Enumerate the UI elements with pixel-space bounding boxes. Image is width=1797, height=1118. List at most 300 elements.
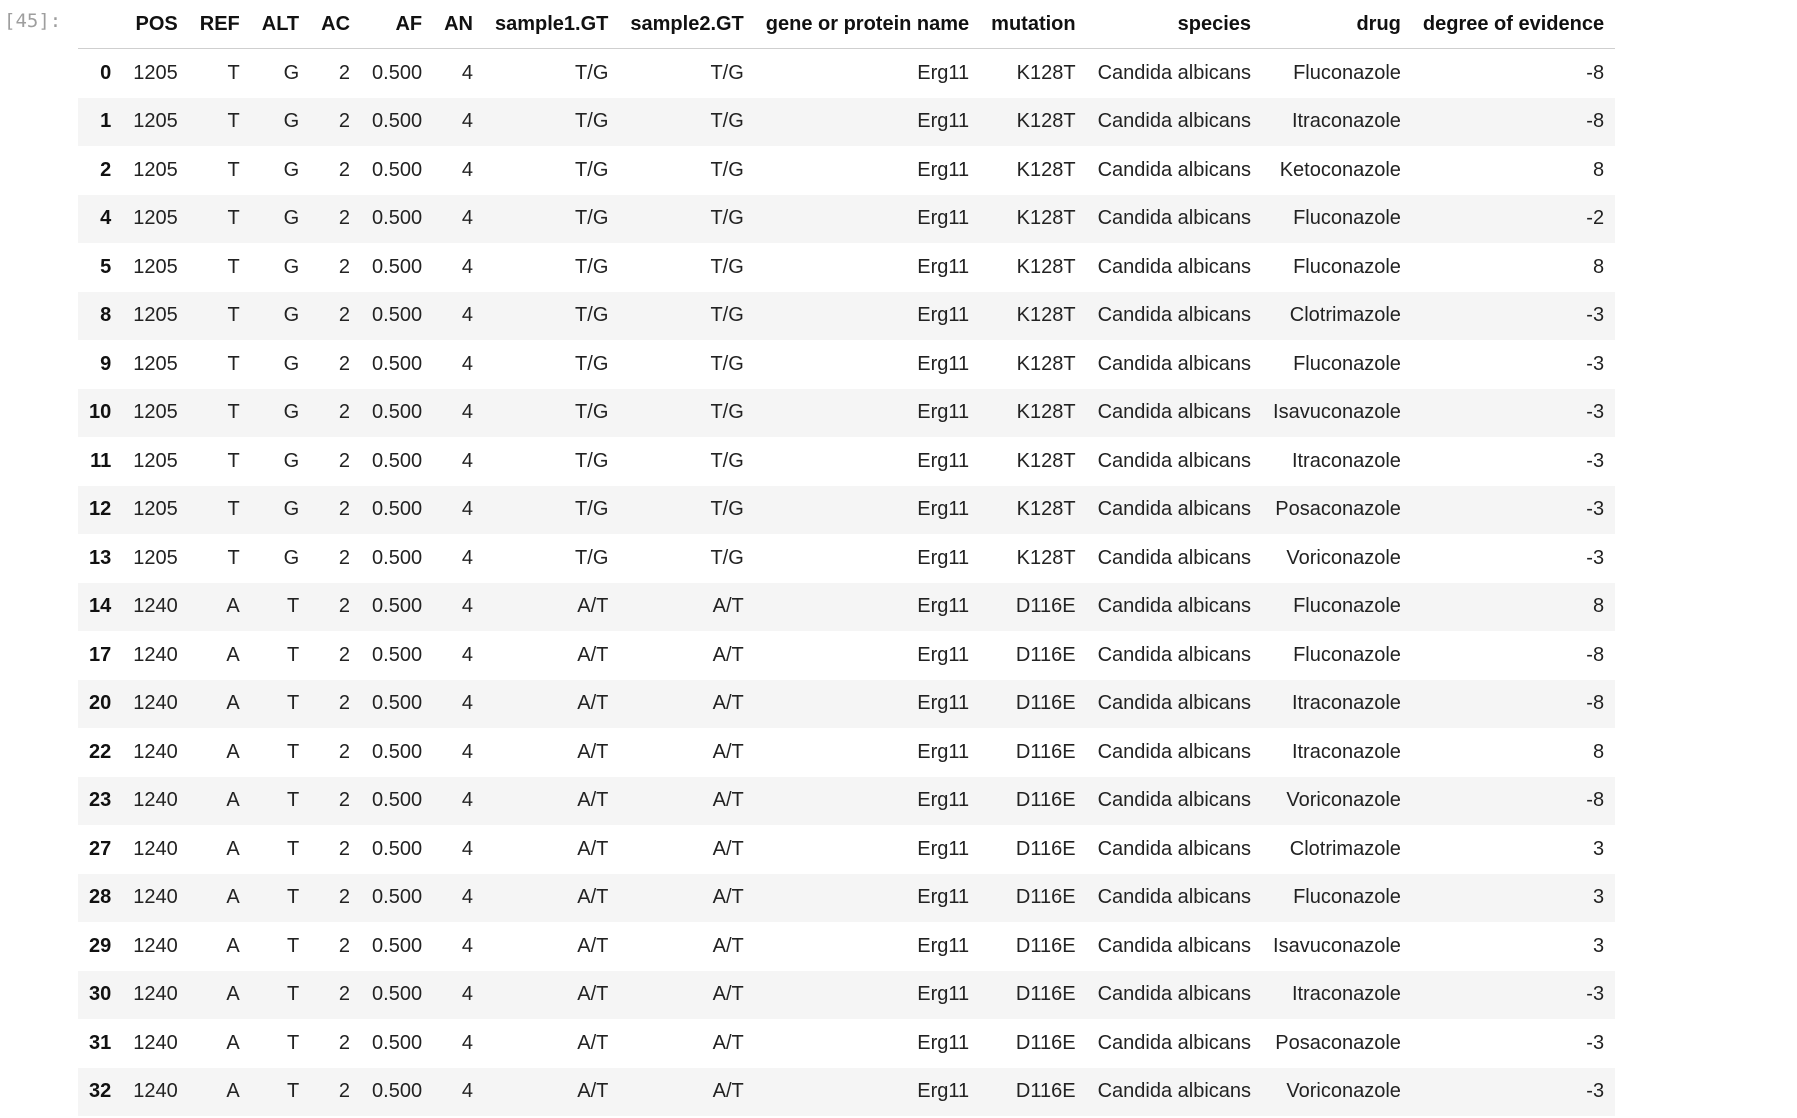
cell-an: 4 bbox=[461, 449, 473, 472]
cell-an: 4 bbox=[461, 1031, 473, 1054]
table-row bbox=[78, 49, 1615, 98]
cell-an: 4 bbox=[461, 740, 473, 763]
cell-af: 0.500 bbox=[372, 1080, 423, 1103]
cell-sample2-gt: T/G bbox=[710, 207, 744, 230]
column-header-species: species bbox=[1087, 0, 1262, 49]
row-index: 2 bbox=[100, 158, 112, 181]
cell-species: Candida albicans bbox=[1097, 498, 1252, 521]
cell-ac: 2 bbox=[338, 983, 351, 1006]
table-row bbox=[78, 1019, 1615, 1068]
cell-gene-or-protein-name: Erg11 bbox=[917, 886, 970, 909]
cell-gene-or-protein-name: Erg11 bbox=[917, 934, 970, 957]
cell-af: 0.500 bbox=[372, 546, 423, 569]
cell-sample2-gt: A/T bbox=[712, 837, 744, 860]
column-header-sample2-gt: sample2.GT bbox=[619, 0, 754, 49]
cell-drug: Itraconazole bbox=[1291, 983, 1401, 1006]
cell-mutation: K128T bbox=[1016, 255, 1076, 278]
cell-ref: T bbox=[227, 401, 240, 424]
cell-degree-of-evidence: -8 bbox=[1586, 692, 1605, 715]
cell-pos: 1240 bbox=[133, 837, 178, 860]
cell-sample1-gt: T/G bbox=[575, 401, 609, 424]
row-index: 8 bbox=[100, 304, 112, 327]
cell-gene-or-protein-name: Erg11 bbox=[917, 352, 970, 375]
row-index: 17 bbox=[89, 643, 112, 666]
cell-sample2-gt: T/G bbox=[710, 158, 744, 181]
cell-pos: 1240 bbox=[133, 886, 178, 909]
cell-ac: 2 bbox=[338, 934, 351, 957]
cell-mutation: K128T bbox=[1016, 498, 1076, 521]
cell-ref: T bbox=[227, 449, 240, 472]
cell-execution-prompt: [45]: bbox=[4, 10, 62, 32]
cell-ac: 2 bbox=[338, 207, 351, 230]
cell-sample1-gt: T/G bbox=[575, 61, 609, 84]
cell-alt: G bbox=[283, 498, 300, 521]
cell-species: Candida albicans bbox=[1097, 207, 1252, 230]
cell-degree-of-evidence: 3 bbox=[1592, 934, 1605, 957]
cell-mutation: K128T bbox=[1016, 546, 1076, 569]
cell-pos: 1240 bbox=[133, 934, 178, 957]
cell-pos: 1205 bbox=[133, 304, 178, 327]
cell-pos: 1240 bbox=[133, 692, 178, 715]
column-header-ac: AC bbox=[310, 0, 361, 49]
row-index: 5 bbox=[100, 255, 112, 278]
cell-alt: G bbox=[283, 401, 300, 424]
cell-sample1-gt: T/G bbox=[575, 158, 609, 181]
cell-ac: 2 bbox=[338, 740, 351, 763]
cell-sample2-gt: A/T bbox=[712, 595, 744, 618]
cell-ac: 2 bbox=[338, 61, 351, 84]
cell-alt: T bbox=[286, 1031, 300, 1054]
cell-sample1-gt: A/T bbox=[577, 983, 609, 1006]
column-header-degree-of-evidence: degree of evidence bbox=[1412, 0, 1615, 49]
cell-mutation: D116E bbox=[1015, 595, 1076, 618]
cell-sample1-gt: T/G bbox=[575, 304, 609, 327]
table-row bbox=[78, 583, 1615, 632]
cell-ac: 2 bbox=[338, 837, 351, 860]
cell-degree-of-evidence: 3 bbox=[1592, 886, 1605, 909]
cell-an: 4 bbox=[461, 401, 473, 424]
table-row bbox=[78, 98, 1615, 147]
cell-species: Candida albicans bbox=[1097, 740, 1252, 763]
cell-ac: 2 bbox=[338, 886, 351, 909]
cell-pos: 1240 bbox=[133, 983, 178, 1006]
cell-species: Candida albicans bbox=[1097, 692, 1252, 715]
cell-pos: 1205 bbox=[133, 449, 178, 472]
cell-gene-or-protein-name: Erg11 bbox=[917, 304, 970, 327]
cell-an: 4 bbox=[461, 352, 473, 375]
cell-af: 0.500 bbox=[372, 692, 423, 715]
cell-an: 4 bbox=[461, 61, 473, 84]
cell-species: Candida albicans bbox=[1097, 158, 1252, 181]
cell-degree-of-evidence: -8 bbox=[1586, 643, 1605, 666]
table-row bbox=[78, 486, 1615, 535]
cell-species: Candida albicans bbox=[1097, 837, 1252, 860]
cell-pos: 1205 bbox=[133, 61, 178, 84]
cell-species: Candida albicans bbox=[1097, 401, 1252, 424]
row-index: 12 bbox=[89, 498, 112, 521]
cell-ref: T bbox=[227, 255, 240, 278]
cell-mutation: D116E bbox=[1015, 1031, 1076, 1054]
cell-an: 4 bbox=[461, 158, 473, 181]
cell-alt: T bbox=[286, 886, 300, 909]
cell-species: Candida albicans bbox=[1097, 1031, 1252, 1054]
table-row bbox=[78, 1068, 1615, 1117]
cell-degree-of-evidence: -8 bbox=[1586, 789, 1605, 812]
cell-pos: 1205 bbox=[133, 352, 178, 375]
cell-gene-or-protein-name: Erg11 bbox=[917, 1080, 970, 1103]
cell-gene-or-protein-name: Erg11 bbox=[917, 643, 970, 666]
row-index: 31 bbox=[89, 1031, 112, 1054]
cell-drug: Itraconazole bbox=[1291, 449, 1401, 472]
cell-sample2-gt: T/G bbox=[710, 352, 744, 375]
table-row bbox=[78, 971, 1615, 1020]
cell-ref: T bbox=[227, 546, 240, 569]
cell-ref: A bbox=[226, 1031, 240, 1054]
cell-pos: 1205 bbox=[133, 498, 178, 521]
cell-sample1-gt: A/T bbox=[577, 1031, 609, 1054]
cell-mutation: K128T bbox=[1016, 401, 1076, 424]
cell-species: Candida albicans bbox=[1097, 449, 1252, 472]
row-index: 30 bbox=[89, 983, 112, 1006]
cell-pos: 1205 bbox=[133, 255, 178, 278]
cell-ref: T bbox=[227, 110, 240, 133]
table-body bbox=[78, 49, 1615, 1117]
row-index: 29 bbox=[89, 934, 112, 957]
cell-degree-of-evidence: -8 bbox=[1586, 110, 1605, 133]
cell-degree-of-evidence: -8 bbox=[1586, 61, 1605, 84]
cell-gene-or-protein-name: Erg11 bbox=[917, 401, 970, 424]
cell-ref: A bbox=[226, 837, 240, 860]
cell-af: 0.500 bbox=[372, 158, 423, 181]
cell-sample1-gt: A/T bbox=[577, 1080, 609, 1103]
cell-species: Candida albicans bbox=[1097, 1080, 1252, 1103]
cell-alt: G bbox=[283, 61, 300, 84]
cell-mutation: K128T bbox=[1016, 207, 1076, 230]
cell-sample1-gt: T/G bbox=[575, 207, 609, 230]
cell-sample2-gt: A/T bbox=[712, 789, 744, 812]
cell-pos: 1205 bbox=[133, 158, 178, 181]
cell-mutation: D116E bbox=[1015, 1080, 1076, 1103]
cell-gene-or-protein-name: Erg11 bbox=[917, 61, 970, 84]
cell-an: 4 bbox=[461, 692, 473, 715]
cell-alt: G bbox=[283, 304, 300, 327]
cell-degree-of-evidence: -2 bbox=[1586, 207, 1605, 230]
cell-ac: 2 bbox=[338, 352, 351, 375]
cell-alt: G bbox=[283, 546, 300, 569]
cell-gene-or-protein-name: Erg11 bbox=[917, 207, 970, 230]
cell-sample2-gt: A/T bbox=[712, 983, 744, 1006]
cell-mutation: K128T bbox=[1016, 110, 1076, 133]
row-index: 13 bbox=[89, 546, 112, 569]
cell-an: 4 bbox=[461, 304, 473, 327]
cell-an: 4 bbox=[461, 643, 473, 666]
cell-pos: 1205 bbox=[133, 207, 178, 230]
cell-gene-or-protein-name: Erg11 bbox=[917, 983, 970, 1006]
cell-af: 0.500 bbox=[372, 643, 423, 666]
cell-alt: T bbox=[286, 934, 300, 957]
cell-sample1-gt: T/G bbox=[575, 546, 609, 569]
cell-species: Candida albicans bbox=[1097, 110, 1252, 133]
cell-ac: 2 bbox=[338, 643, 351, 666]
cell-degree-of-evidence: -3 bbox=[1586, 352, 1605, 375]
cell-degree-of-evidence: 8 bbox=[1592, 740, 1605, 763]
cell-species: Candida albicans bbox=[1097, 643, 1252, 666]
cell-gene-or-protein-name: Erg11 bbox=[917, 789, 970, 812]
cell-ref: A bbox=[226, 1080, 240, 1103]
cell-ac: 2 bbox=[338, 401, 351, 424]
cell-degree-of-evidence: -3 bbox=[1586, 546, 1605, 569]
cell-drug: Fluconazole bbox=[1293, 595, 1401, 618]
cell-degree-of-evidence: -3 bbox=[1586, 304, 1605, 327]
cell-alt: T bbox=[286, 789, 300, 812]
cell-af: 0.500 bbox=[372, 886, 423, 909]
cell-gene-or-protein-name: Erg11 bbox=[917, 837, 970, 860]
cell-drug: Fluconazole bbox=[1293, 352, 1401, 375]
table-row bbox=[78, 922, 1615, 971]
cell-alt: T bbox=[286, 643, 300, 666]
cell-species: Candida albicans bbox=[1097, 886, 1252, 909]
cell-af: 0.500 bbox=[372, 789, 423, 812]
cell-drug: Itraconazole bbox=[1291, 692, 1401, 715]
cell-an: 4 bbox=[461, 934, 473, 957]
cell-af: 0.500 bbox=[372, 449, 423, 472]
cell-sample2-gt: T/G bbox=[710, 110, 744, 133]
cell-sample1-gt: T/G bbox=[575, 352, 609, 375]
cell-gene-or-protein-name: Erg11 bbox=[917, 692, 970, 715]
cell-drug: Fluconazole bbox=[1293, 255, 1401, 278]
column-header-index bbox=[78, 0, 122, 49]
cell-sample2-gt: T/G bbox=[710, 61, 744, 84]
cell-alt: T bbox=[286, 837, 300, 860]
cell-alt: G bbox=[283, 207, 300, 230]
cell-sample1-gt: A/T bbox=[577, 837, 609, 860]
cell-gene-or-protein-name: Erg11 bbox=[917, 158, 970, 181]
cell-drug: Voriconazole bbox=[1286, 1080, 1401, 1103]
cell-drug: Fluconazole bbox=[1293, 643, 1401, 666]
column-header-alt: ALT bbox=[251, 0, 310, 49]
table-row bbox=[78, 146, 1615, 195]
cell-degree-of-evidence: -3 bbox=[1586, 498, 1605, 521]
cell-gene-or-protein-name: Erg11 bbox=[917, 595, 970, 618]
cell-sample2-gt: A/T bbox=[712, 740, 744, 763]
table-row bbox=[78, 437, 1615, 486]
cell-sample1-gt: A/T bbox=[577, 740, 609, 763]
cell-drug: Isavuconazole bbox=[1273, 934, 1401, 957]
cell-an: 4 bbox=[461, 983, 473, 1006]
row-index: 14 bbox=[89, 595, 112, 618]
cell-sample2-gt: A/T bbox=[712, 643, 744, 666]
cell-ref: A bbox=[226, 983, 240, 1006]
cell-ac: 2 bbox=[338, 304, 351, 327]
cell-sample1-gt: A/T bbox=[577, 692, 609, 715]
cell-drug: Fluconazole bbox=[1293, 207, 1401, 230]
cell-species: Candida albicans bbox=[1097, 789, 1252, 812]
cell-drug: Posaconazole bbox=[1275, 1031, 1401, 1054]
cell-sample1-gt: A/T bbox=[577, 643, 609, 666]
cell-an: 4 bbox=[461, 789, 473, 812]
cell-af: 0.500 bbox=[372, 255, 423, 278]
cell-mutation: K128T bbox=[1016, 449, 1076, 472]
cell-sample1-gt: T/G bbox=[575, 498, 609, 521]
cell-ref: T bbox=[227, 304, 240, 327]
cell-af: 0.500 bbox=[372, 498, 423, 521]
cell-ac: 2 bbox=[338, 1031, 351, 1054]
cell-sample2-gt: T/G bbox=[710, 304, 744, 327]
cell-drug: Itraconazole bbox=[1291, 110, 1401, 133]
cell-alt: G bbox=[283, 352, 300, 375]
column-header-mutation: mutation bbox=[980, 0, 1086, 49]
cell-af: 0.500 bbox=[372, 595, 423, 618]
cell-degree-of-evidence: 8 bbox=[1592, 595, 1605, 618]
cell-drug: Itraconazole bbox=[1291, 740, 1401, 763]
cell-mutation: K128T bbox=[1016, 61, 1076, 84]
column-header-ref: REF bbox=[189, 0, 251, 49]
cell-ref: T bbox=[227, 158, 240, 181]
table-row bbox=[78, 631, 1615, 680]
cell-alt: T bbox=[286, 1080, 300, 1103]
column-header-sample1-gt: sample1.GT bbox=[484, 0, 619, 49]
column-header-af: AF bbox=[361, 0, 433, 49]
cell-ref: A bbox=[226, 643, 240, 666]
cell-alt: G bbox=[283, 158, 300, 181]
table-row bbox=[78, 728, 1615, 777]
cell-sample2-gt: A/T bbox=[712, 934, 744, 957]
cell-species: Candida albicans bbox=[1097, 546, 1252, 569]
cell-degree-of-evidence: 3 bbox=[1592, 837, 1605, 860]
cell-ref: A bbox=[226, 886, 240, 909]
cell-an: 4 bbox=[461, 498, 473, 521]
cell-ac: 2 bbox=[338, 449, 351, 472]
cell-ac: 2 bbox=[338, 255, 351, 278]
row-index: 32 bbox=[89, 1080, 112, 1103]
cell-an: 4 bbox=[461, 886, 473, 909]
cell-pos: 1205 bbox=[133, 401, 178, 424]
cell-af: 0.500 bbox=[372, 207, 423, 230]
table-row bbox=[78, 243, 1615, 292]
cell-gene-or-protein-name: Erg11 bbox=[917, 449, 970, 472]
cell-gene-or-protein-name: Erg11 bbox=[917, 110, 970, 133]
cell-degree-of-evidence: -3 bbox=[1586, 983, 1605, 1006]
cell-species: Candida albicans bbox=[1097, 595, 1252, 618]
cell-mutation: K128T bbox=[1016, 304, 1076, 327]
table-row bbox=[78, 534, 1615, 583]
cell-pos: 1240 bbox=[133, 595, 178, 618]
cell-mutation: D116E bbox=[1015, 692, 1076, 715]
cell-af: 0.500 bbox=[372, 401, 423, 424]
cell-af: 0.500 bbox=[372, 61, 423, 84]
row-index: 1 bbox=[100, 110, 112, 133]
cell-mutation: D116E bbox=[1015, 837, 1076, 860]
cell-af: 0.500 bbox=[372, 934, 423, 957]
cell-sample1-gt: T/G bbox=[575, 110, 609, 133]
cell-ac: 2 bbox=[338, 692, 351, 715]
row-index: 20 bbox=[89, 692, 112, 715]
table-row bbox=[78, 825, 1615, 874]
cell-pos: 1205 bbox=[133, 546, 178, 569]
cell-sample1-gt: A/T bbox=[577, 934, 609, 957]
cell-ref: T bbox=[227, 352, 240, 375]
cell-ac: 2 bbox=[338, 546, 351, 569]
cell-af: 0.500 bbox=[372, 304, 423, 327]
row-index: 23 bbox=[89, 789, 112, 812]
cell-mutation: D116E bbox=[1015, 983, 1076, 1006]
table-row bbox=[78, 195, 1615, 244]
cell-an: 4 bbox=[461, 546, 473, 569]
cell-gene-or-protein-name: Erg11 bbox=[917, 1031, 970, 1054]
cell-drug: Fluconazole bbox=[1293, 886, 1401, 909]
cell-drug: Ketoconazole bbox=[1279, 158, 1401, 181]
row-index: 9 bbox=[100, 352, 112, 375]
cell-drug: Fluconazole bbox=[1293, 61, 1401, 84]
cell-an: 4 bbox=[461, 110, 473, 133]
cell-ac: 2 bbox=[338, 595, 351, 618]
cell-sample1-gt: T/G bbox=[575, 255, 609, 278]
table-row bbox=[78, 292, 1615, 341]
cell-sample2-gt: A/T bbox=[712, 886, 744, 909]
cell-drug: Voriconazole bbox=[1286, 789, 1401, 812]
cell-pos: 1240 bbox=[133, 789, 178, 812]
cell-species: Candida albicans bbox=[1097, 352, 1252, 375]
cell-sample2-gt: T/G bbox=[710, 449, 744, 472]
cell-drug: Isavuconazole bbox=[1273, 401, 1401, 424]
cell-degree-of-evidence: -3 bbox=[1586, 1031, 1605, 1054]
cell-ref: A bbox=[226, 740, 240, 763]
cell-species: Candida albicans bbox=[1097, 255, 1252, 278]
cell-drug: Voriconazole bbox=[1286, 546, 1401, 569]
cell-alt: G bbox=[283, 449, 300, 472]
cell-mutation: D116E bbox=[1015, 789, 1076, 812]
cell-species: Candida albicans bbox=[1097, 934, 1252, 957]
cell-an: 4 bbox=[461, 255, 473, 278]
cell-sample1-gt: A/T bbox=[577, 595, 609, 618]
cell-af: 0.500 bbox=[372, 110, 423, 133]
cell-degree-of-evidence: -3 bbox=[1586, 401, 1605, 424]
header-row bbox=[78, 0, 1615, 49]
cell-sample2-gt: A/T bbox=[712, 1080, 744, 1103]
row-index: 10 bbox=[89, 401, 112, 424]
cell-mutation: K128T bbox=[1016, 158, 1076, 181]
cell-af: 0.500 bbox=[372, 1031, 423, 1054]
cell-sample2-gt: A/T bbox=[712, 692, 744, 715]
cell-pos: 1240 bbox=[133, 1031, 178, 1054]
cell-alt: G bbox=[283, 110, 300, 133]
cell-mutation: D116E bbox=[1015, 886, 1076, 909]
table-header bbox=[78, 0, 1615, 49]
cell-ac: 2 bbox=[338, 789, 351, 812]
table-row bbox=[78, 389, 1615, 438]
cell-gene-or-protein-name: Erg11 bbox=[917, 740, 970, 763]
row-index: 11 bbox=[90, 449, 112, 472]
column-header-pos: POS bbox=[122, 0, 189, 49]
cell-mutation: D116E bbox=[1015, 643, 1076, 666]
cell-degree-of-evidence: -3 bbox=[1586, 1080, 1605, 1103]
cell-mutation: D116E bbox=[1015, 934, 1076, 957]
cell-sample2-gt: T/G bbox=[710, 255, 744, 278]
cell-species: Candida albicans bbox=[1097, 304, 1252, 327]
cell-ref: T bbox=[227, 207, 240, 230]
cell-ac: 2 bbox=[338, 498, 351, 521]
cell-pos: 1240 bbox=[133, 1080, 178, 1103]
cell-an: 4 bbox=[461, 1080, 473, 1103]
cell-sample1-gt: A/T bbox=[577, 789, 609, 812]
cell-sample2-gt: T/G bbox=[710, 498, 744, 521]
cell-ref: T bbox=[227, 61, 240, 84]
cell-an: 4 bbox=[461, 595, 473, 618]
cell-mutation: D116E bbox=[1015, 740, 1076, 763]
cell-sample2-gt: T/G bbox=[710, 546, 744, 569]
cell-mutation: K128T bbox=[1016, 352, 1076, 375]
cell-drug: Clotrimazole bbox=[1289, 304, 1401, 327]
